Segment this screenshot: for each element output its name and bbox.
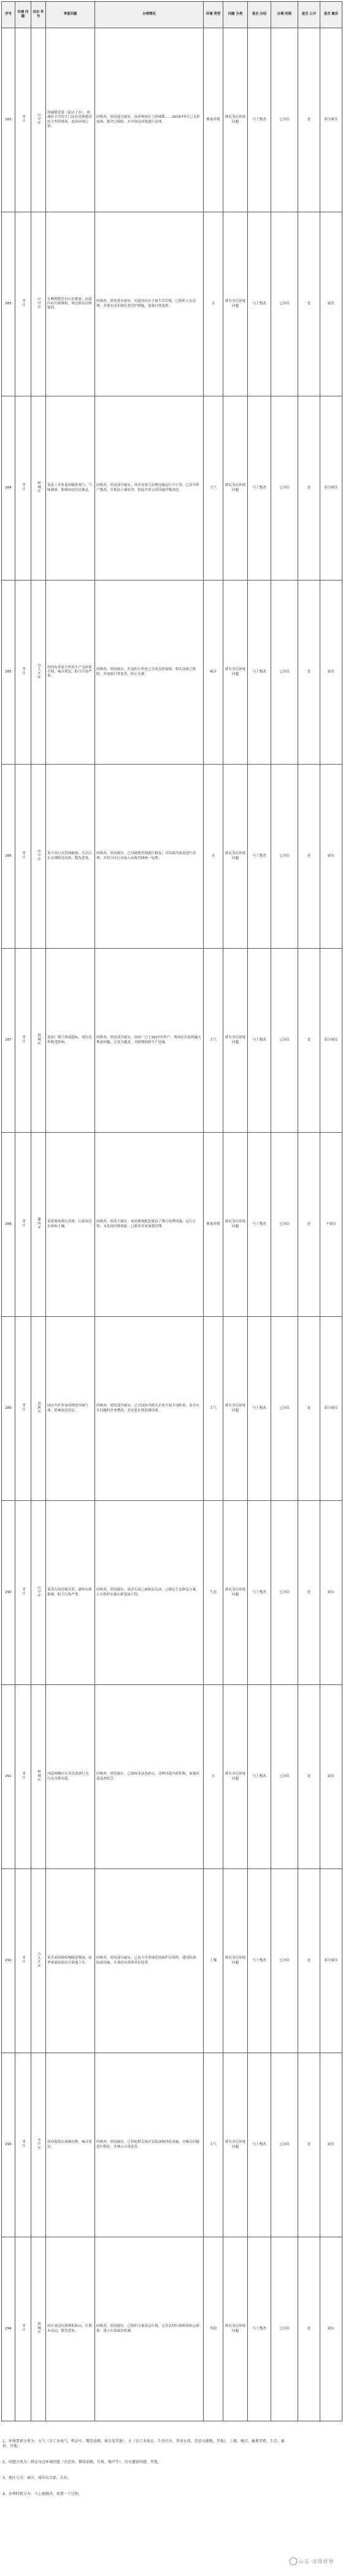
cell-public: 是 <box>298 396 320 580</box>
cell-handling: 经核查，情况部分属实。已对园区内相关企业开展专项检查，责令存在问题的企业整改，并安装在线监测设备。 <box>95 1317 204 1501</box>
cell-verified: 属实 <box>320 2237 342 2421</box>
vertical-text: 枣庄 <box>21 1219 26 1228</box>
header-cell: 办理情况 <box>95 2 204 28</box>
header-cell: 环境 类型 <box>204 2 223 28</box>
vertical-text: 枣庄 <box>21 2140 26 2148</box>
cell-region <box>15 1501 31 1685</box>
cell-town <box>31 2053 46 2237</box>
vertical-text: 枣庄 <box>21 299 26 307</box>
cell-no: 284 <box>2 396 15 580</box>
cell-town <box>31 2237 46 2421</box>
cell-verified: 属实 <box>320 765 342 949</box>
cell-region <box>15 1133 31 1317</box>
vertical-text: 枣庄 <box>21 1587 26 1596</box>
cell-category: 群众身边环境问题 <box>223 212 248 396</box>
cell-town <box>31 1685 46 1869</box>
cell-status: 马上整改 <box>248 1133 271 1317</box>
vertical-text: 枣庄 <box>21 1035 26 1044</box>
table-row <box>2 396 342 580</box>
header-cell: 办理 时限 <box>271 2 298 28</box>
cell-verified: 部分属实 <box>320 1317 342 1501</box>
cell-category: 群众身边环境问题 <box>223 2053 248 2237</box>
vertical-text: 枣庄 <box>21 2324 26 2332</box>
footnote-item: 1、环境要素分类为：大气（含工业废气、机动车、餐饮油烟、扬尘及其他）、水（含工业废水、生活污水、黑臭水体、饮用水源地、其他）、土壤、噪音、畜禽养殖、生态、辐射、其他。 <box>2 2439 285 2448</box>
cell-public: 是 <box>298 2237 320 2421</box>
cell-handling: 经核查，情况属实。已督促相关饭店安装油烟净化设施，对噪音问题进行整改，并纳入日常监管。 <box>95 2053 204 2237</box>
cell-category: 群众身边环境问题 <box>223 2237 248 2421</box>
cell-region <box>15 765 31 949</box>
cell-complaint: 某化工企业夜间偷排废气，气味刺鼻，影响周边居民休息。 <box>46 396 95 580</box>
cell-verified: 部分属实 <box>320 396 342 580</box>
cell-handling: 经核查，情况属实。涉及的小作坊已全部关停取缔，相关设备已拆除，并加强日常监管，防止反弹。 <box>95 580 204 765</box>
cell-category: 群众身边环境问题 <box>223 1317 248 1501</box>
vertical-text: 枣庄 <box>21 483 26 492</box>
cell-status: 马上整改 <box>248 2237 271 2421</box>
vertical-text: 市中区 <box>37 2137 41 2150</box>
cell-handling: 经核查，情况部分属实。该养殖场位于薛城镇……2018年5月已关停取缔，猪舍已拆除，并对周边环境进行清理。 <box>95 28 204 212</box>
table-row <box>2 1317 342 1501</box>
cell-verified: 属实 <box>320 2053 342 2237</box>
cell-category: 群众身边环境问题 <box>223 1501 248 1685</box>
table-row <box>2 1685 342 1869</box>
cell-time-limit: 已办结 <box>271 212 298 396</box>
cell-complaint: 村内有多家小作坊生产无环保手续，噪音扰民，粉尘污染严重。 <box>46 580 95 765</box>
cell-time-limit: 已办结 <box>271 1685 298 1869</box>
table-row <box>2 28 342 212</box>
table-row <box>2 1869 342 2053</box>
svg-text:山东·省级督察: 山东·省级督察 <box>299 2559 334 2564</box>
cell-category: 群众身边环境问题 <box>223 765 248 949</box>
cell-env: 生态 <box>204 1501 223 1685</box>
cell-no: 294 <box>2 2237 15 2421</box>
cell-env: 大气 <box>204 396 223 580</box>
cell-town <box>31 28 46 212</box>
cell-region <box>15 1869 31 2053</box>
vertical-text: 峄城区 <box>37 480 41 493</box>
cell-status: 马上整改 <box>248 1317 271 1501</box>
table-header <box>2 2 342 28</box>
cell-no: 282 <box>2 28 15 212</box>
vertical-text: 枣庄 <box>21 1772 26 1780</box>
cell-complaint: 某养殖场粪污直排，污染周边水体和土壤。 <box>46 1133 95 1317</box>
cell-no: 288 <box>2 1133 15 1317</box>
vertical-text: 山亭区 <box>37 1585 41 1598</box>
cell-time-limit: 已办结 <box>271 949 298 1133</box>
vertical-text: 枣庄 <box>21 667 26 676</box>
vertical-text: 枣庄 <box>21 115 26 123</box>
cell-time-limit: 已办结 <box>271 2237 298 2421</box>
cell-time-limit: 已办结 <box>271 1501 298 1685</box>
cell-public: 是 <box>298 1869 320 2053</box>
cell-status: 马上整改 <box>248 1685 271 1869</box>
cell-time-limit: 已办结 <box>271 1133 298 1317</box>
cell-public: 是 <box>298 949 320 1133</box>
cell-no: 291 <box>2 1685 15 1869</box>
cell-no: 286 <box>2 765 15 949</box>
cell-category: 群众身边环境问题 <box>223 1133 248 1317</box>
table-row <box>2 2237 342 2421</box>
cell-region <box>15 396 31 580</box>
cell-env: 水 <box>204 765 223 949</box>
cell-public: 是 <box>298 1317 320 1501</box>
cell-time-limit: 已办结 <box>271 28 298 212</box>
vertical-text: 峄城区 <box>37 1769 41 1782</box>
cell-env: 土壤 <box>204 1869 223 2053</box>
footnote-item: 2、问题分类为：群众身边环境问题（含恶臭、餐饮油烟、垃圾、噪声等）、历史遗留问题、其他。 <box>2 2460 161 2464</box>
cell-town <box>31 580 46 765</box>
header-cell: 序号 <box>2 2 15 28</box>
table-row <box>2 1501 342 1685</box>
cell-verified: 属实 <box>320 212 342 396</box>
table-row <box>2 212 342 396</box>
cell-verified: 部分属实 <box>320 28 342 212</box>
cell-verified: 部分属实 <box>320 1869 342 2053</box>
cell-region <box>15 212 31 396</box>
cell-time-limit: 已办结 <box>271 2053 298 2237</box>
cell-category: 群众身边环境问题 <box>223 949 248 1133</box>
cell-public: 是 <box>298 2053 320 2237</box>
cell-status: 马上整改 <box>248 2053 271 2237</box>
cell-env: 水 <box>204 212 223 396</box>
cell-status: 马上整改 <box>248 396 271 580</box>
table-row <box>2 2053 342 2237</box>
cell-handling: 经核查，情况不属实。该养殖场配套建设了粪污处理设施，运行正常，未发现直排现象，已要求企业加强管理。 <box>95 1133 204 1317</box>
vertical-text: 薛城区 <box>37 1033 41 1046</box>
cell-complaint: 园区内企业夜间排放异味气体，影响周边居民。 <box>46 1317 95 1501</box>
cell-time-limit: 已办结 <box>271 580 298 765</box>
cell-town <box>31 1133 46 1317</box>
cell-handling: 经核查，情况属实。该采石场已被依法关闭，已制定生态修复方案，正在组织实施山体复绿工程。 <box>95 1501 204 1685</box>
cell-env: 畜禽养殖 <box>204 28 223 212</box>
cell-env: 噪音 <box>204 580 223 765</box>
table-row <box>2 1133 342 1317</box>
cell-no: 285 <box>2 580 15 765</box>
cell-no: 292 <box>2 1869 15 2053</box>
vertical-text: 枣庄 <box>21 1403 26 1412</box>
cell-region <box>15 580 31 765</box>
cell-handling: 经核查，情况属实。已组织力量清运垃圾，完善农村垃圾收集转运体系，建立长效保洁机制。 <box>95 2237 204 2421</box>
vertical-text: 薛城区 <box>37 2321 41 2334</box>
cell-complaint: 某砖厂烟尘排放超标，周边农作物受影响。 <box>46 949 95 1133</box>
cell-handling: 经核查，情况属实。已对破损管网进行修复，对沟渠内淤泥进行清理，并将小区污水接入市政管网统一处理。 <box>95 765 204 949</box>
table-row <box>2 580 342 765</box>
header-cell: 是否 办结 <box>248 2 271 28</box>
cell-handling: 经核查，情况部分属实。该企业废气治理设施运行不正常，已责令停产整改，并依法立案处罚，督促企业完成设施升级改造。 <box>95 396 204 580</box>
cell-town <box>31 1869 46 2053</box>
footnotes <box>2 2439 291 2508</box>
cell-status: 马上整改 <box>248 28 271 212</box>
cell-town <box>31 765 46 949</box>
cell-town <box>31 949 46 1133</box>
header-cell: 是否 公开 <box>298 2 320 28</box>
cell-public: 是 <box>298 1685 320 1869</box>
cell-town <box>31 396 46 580</box>
complaint-table <box>1 1 342 2421</box>
vertical-text: 山亭区 <box>37 296 41 309</box>
cell-category: 群众身边环境问题 <box>223 580 248 765</box>
cell-town <box>31 212 46 396</box>
cell-complaint: 某小区污水管网破损，生活污水直排附近沟渠，散发恶臭。 <box>46 765 95 949</box>
cell-verified: 属实 <box>320 580 342 765</box>
vertical-text: 枣庄 <box>21 1956 26 1964</box>
vertical-text: 市中区 <box>37 849 41 862</box>
cell-complaint: 某采石场违规开采，破坏山体植被，粉尘污染严重。 <box>46 1501 95 1685</box>
cell-no: 289 <box>2 1317 15 1501</box>
cell-complaint: 村庄周边垃圾堆积如山，长期未清运，散发恶臭。 <box>46 2237 95 2421</box>
cell-status: 马上整改 <box>248 1501 271 1685</box>
cell-category: 群众身边环境问题 <box>223 1685 248 1869</box>
vertical-text: 山亭区 <box>37 112 41 125</box>
cell-verified: 属实 <box>320 1501 342 1685</box>
cell-status: 马上整改 <box>248 212 271 396</box>
cell-handling: 经核查，情况属实。已取缔非法洗砂点，清理河道内淤积物，加强河道巡查监管。 <box>95 1685 204 1869</box>
table-body <box>2 28 342 2421</box>
header-cell: 问题 分类 <box>223 2 248 28</box>
cell-env: 其他 <box>204 2237 223 2421</box>
cell-time-limit: 已办结 <box>271 765 298 949</box>
vertical-text: 枣庄 <box>21 851 26 860</box>
cell-env: 畜禽养殖 <box>204 1133 223 1317</box>
header-cell: 是否 属实 <box>320 2 342 28</box>
vertical-text: 高新区 <box>37 1401 41 1414</box>
cell-time-limit: 已办结 <box>271 1869 298 2053</box>
cell-env: 大气 <box>204 2053 223 2237</box>
cell-public: 是 <box>298 765 320 949</box>
cell-town <box>31 1317 46 1501</box>
cell-env: 大气 <box>204 1317 223 1501</box>
header-cell: 信访 件号 <box>31 2 46 28</box>
cell-region <box>15 1317 31 1501</box>
logo-mark-icon <box>289 2557 338 2566</box>
cell-status: 马上整改 <box>248 949 271 1133</box>
cell-public: 是 <box>298 1501 320 1685</box>
cell-env: 水 <box>204 1685 223 1869</box>
cell-time-limit: 已办结 <box>271 396 298 580</box>
cell-public: 是 <box>298 580 320 765</box>
cell-category: 群众身边环境问题 <box>223 28 248 212</box>
cell-region <box>15 1685 31 1869</box>
table-row <box>2 949 342 1133</box>
cell-town <box>31 1501 46 1685</box>
footnote-item: 3、地区分为：城市、城乡结合部、农村。 <box>2 2476 71 2480</box>
cell-region <box>15 2237 31 2421</box>
header-cell: 举报问题 <box>46 2 95 28</box>
cell-no: 287 <box>2 949 15 1133</box>
cell-env: 大气 <box>204 949 223 1133</box>
cell-region <box>15 949 31 1133</box>
cell-status: 马上整改 <box>248 1869 271 2053</box>
cell-no: 283 <box>2 212 15 396</box>
cell-complaint: 薛城镇党委（原店子乡）、薛城区卫生院大门边有违规建设的大型养猪场，造成环境污染。 <box>46 28 95 212</box>
vertical-text: 滕州市 <box>37 1217 41 1230</box>
vertical-text: 台儿庄区 <box>37 1951 41 1969</box>
cell-handling: 经核查，情况部分属实。已责令企业规范固废贮存场所，建设防渗、防雨设施，并委托有资质单位处置。 <box>95 1869 204 2053</box>
cell-region <box>15 28 31 212</box>
cell-public: 是 <box>298 1133 320 1317</box>
cell-region <box>15 2053 31 2237</box>
cell-verified: 属实 <box>320 1685 342 1869</box>
cell-handling: 经核查，情况基本属实。河道内存在少量生活垃圾，已组织人员清理，并落实河长制长效管护措施，加强日常巡查。 <box>95 212 204 396</box>
cell-complaint: 某企业固体废物随意堆放，雨季渗滤液流出污染地下水。 <box>46 1869 95 2053</box>
cell-time-limit: 已办结 <box>271 1317 298 1501</box>
cell-category: 群众身边环境问题 <box>223 1869 248 2053</box>
header-cell: 环境 问题 <box>15 2 31 28</box>
cell-status: 马上整改 <box>248 765 271 949</box>
cell-verified: 不属实 <box>320 1133 342 1317</box>
cell-category: 群众身边环境问题 <box>223 396 248 580</box>
table-row <box>2 765 342 949</box>
cell-status: 马上整改 <box>248 580 271 765</box>
footnote-item: 4、办理时限分为：马上能解决、需要一个过程。 <box>2 2492 82 2496</box>
logo <box>289 2557 338 2567</box>
vertical-text: 台儿庄区 <box>37 663 41 680</box>
cell-complaint: 河道两侧存在非法洗砂行为，污水直排河道。 <box>46 1685 95 1869</box>
cell-handling: 经核查，情况部分属实。该砖厂已于2017年停产，现场存在原料露天堆放问题，已责令覆盖，并限期拆除生产设施。 <box>95 949 204 1133</box>
cell-verified: 部分属实 <box>320 949 342 1133</box>
cell-no: 290 <box>2 1501 15 1685</box>
cell-complaint: 长峰桥附近有污水排放，河道内有垃圾堆积，周边群众反映强烈。 <box>46 212 95 396</box>
cell-complaint: 商业街饭店油烟直排，噪音扰民。 <box>46 2053 95 2237</box>
cell-no: 293 <box>2 2053 15 2237</box>
cell-public: 是 <box>298 212 320 396</box>
cell-public: 是 <box>298 28 320 212</box>
